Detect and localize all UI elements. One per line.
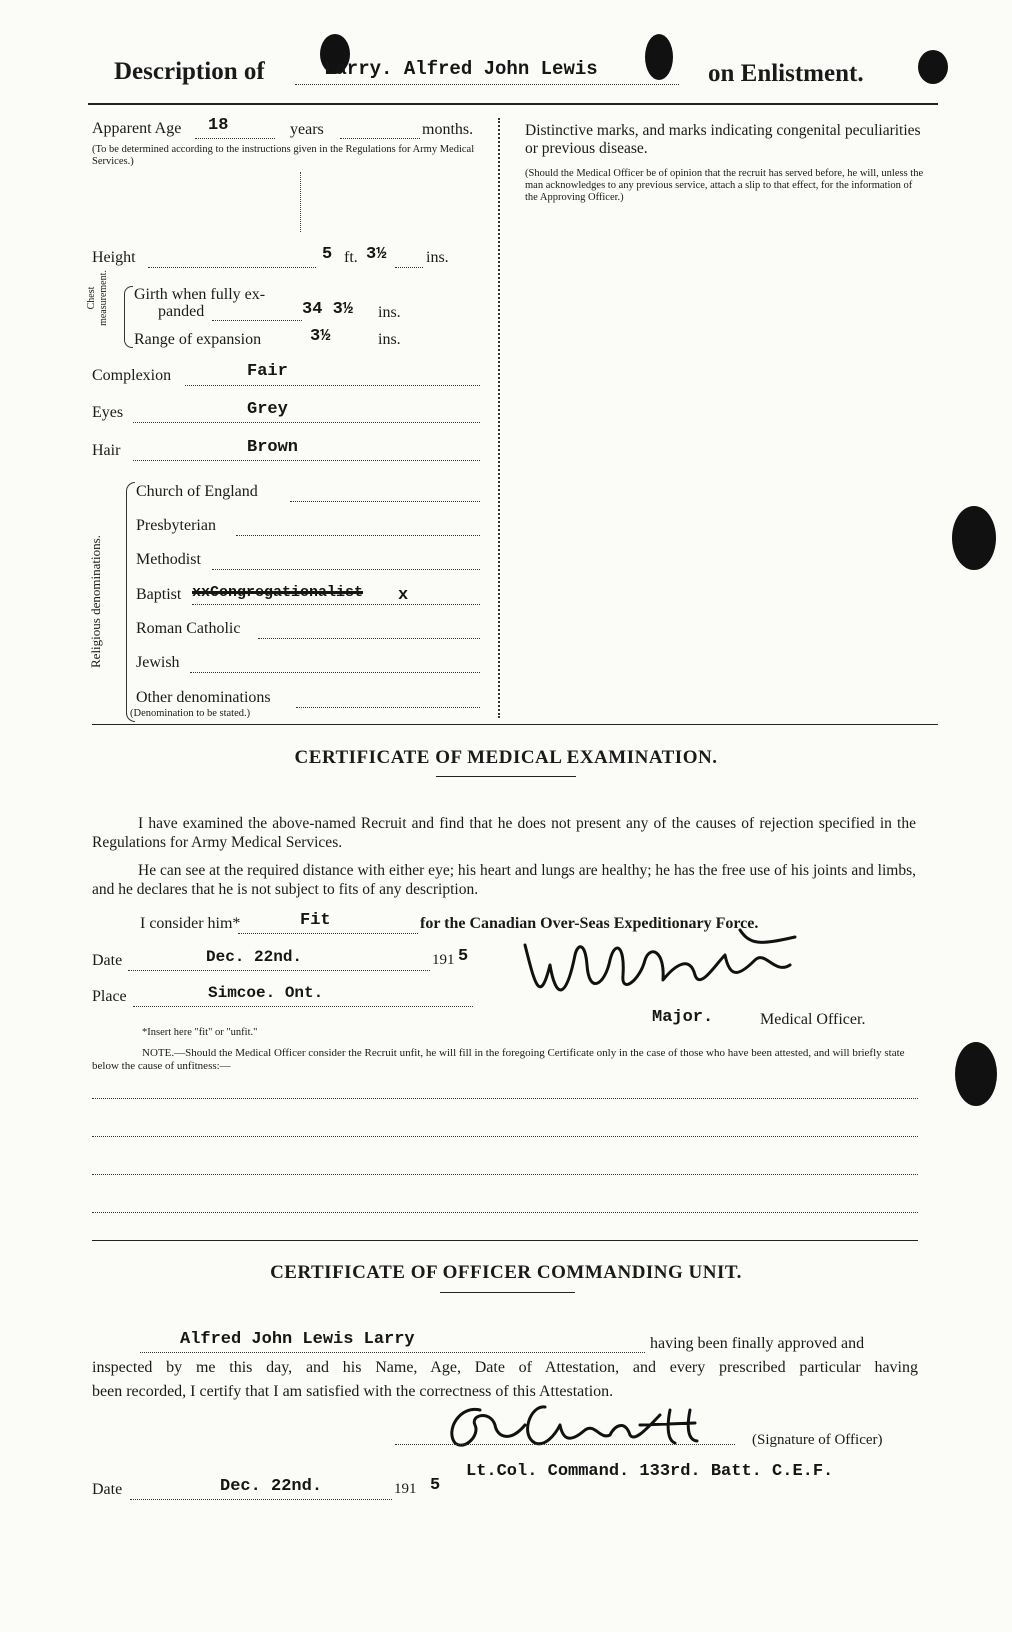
religion-methodist: Methodist xyxy=(136,551,201,568)
unfitness-line-3 xyxy=(92,1174,918,1175)
commanding-recruit-name: Alfred John Lewis Larry xyxy=(180,1330,415,1349)
recruit-name: Larry. Alfred John Lewis xyxy=(324,58,598,80)
medical-date-value: Dec. 22nd. xyxy=(206,948,303,966)
medical-year-prefix: 191 xyxy=(432,952,455,968)
religion-other: Other denominations xyxy=(136,689,271,706)
girth-unit: ins. xyxy=(378,304,401,321)
medical-officer-label: Medical Officer. xyxy=(760,1011,866,1028)
header-suffix: on Enlistment. xyxy=(708,60,864,87)
distinctive-marks-title: Distinctive marks, and marks indicating congenital peculiarities or previous disease. xyxy=(525,122,921,157)
punch-hole-middle xyxy=(952,506,996,570)
height-ft-label: ft. xyxy=(344,249,358,266)
girth-label-1: Girth when fully ex- xyxy=(134,286,266,303)
religion-baptist: Baptist xyxy=(136,586,182,603)
eyes-label: Eyes xyxy=(92,404,124,421)
consider-label: I consider him* xyxy=(140,915,241,932)
chest-group-label: Chest measurement. xyxy=(86,270,109,326)
commanding-signature-label: (Signature of Officer) xyxy=(752,1432,883,1448)
age-label: Apparent Age xyxy=(92,120,182,137)
religion-group-label: Religious denominations. xyxy=(88,535,103,668)
commanding-line-3: been recorded, I certify that I am satisfied with the correctness of this Attestation. xyxy=(92,1383,614,1400)
medical-para-1: I have examined the above-named Recruit and find that he does not present any of the causes of rejection specified in the Regulations for Army Medical Services. xyxy=(92,815,916,851)
header-rule xyxy=(88,103,938,105)
height-label: Height xyxy=(92,249,136,266)
commanding-officer-rank: Lt.Col. Command. 133rd. Batt. C.E.F. xyxy=(466,1462,834,1481)
fitness-value: Fit xyxy=(300,911,331,930)
hair-value: Brown xyxy=(247,438,299,457)
hair-label: Hair xyxy=(92,442,121,459)
religion-roman-catholic: Roman Catholic xyxy=(136,620,241,637)
commanding-officer-signature xyxy=(435,1395,755,1455)
complexion-value: Fair xyxy=(247,362,288,381)
insert-note: *Insert here "fit" or "unfit." xyxy=(142,1027,258,1038)
medical-officer-signature xyxy=(515,925,815,1015)
commanding-date-label: Date xyxy=(92,1481,123,1498)
medical-year-digit: 5 xyxy=(458,947,469,966)
commanding-date-value: Dec. 22nd. xyxy=(220,1477,323,1496)
unfitness-line-2 xyxy=(92,1136,918,1137)
punch-hole-corner xyxy=(918,50,948,84)
unfitness-line-1 xyxy=(92,1098,918,1099)
medical-para-2: He can see at the required distance with either eye; his heart and lungs are healthy; he has the free use of his joints and limbs, and he declares that he is not subject to fits of any description. xyxy=(92,862,916,898)
place-label: Place xyxy=(92,988,127,1005)
punch-hole-top-right xyxy=(645,34,673,80)
commanding-year-prefix: 191 xyxy=(394,1481,417,1497)
header-prefix: Description of xyxy=(114,58,265,85)
place-value: Simcoe. Ont. xyxy=(208,984,324,1002)
height-feet: 5 xyxy=(322,245,333,264)
girth-value: 34 3½ xyxy=(302,300,354,319)
age-value: 18 xyxy=(208,116,229,135)
commanding-line-1: having been finally approved and xyxy=(650,1335,865,1352)
unfitness-line-4 xyxy=(92,1212,918,1213)
medical-unfit-note: NOTE.—Should the Medical Officer consider the Recruit unfit, he will fill in the foregoing Certificate only in the case of those who have been attested, and will briefly state below the cause of unfitness:— xyxy=(92,1047,905,1072)
medical-date-label: Date xyxy=(92,952,123,969)
height-inches: 3½ xyxy=(366,245,387,264)
force-label: for the Canadian Over-Seas Expeditionary Force. xyxy=(420,915,759,932)
range-value: 3½ xyxy=(310,327,331,346)
religion-baptist-mark: x xyxy=(398,586,409,605)
distinctive-marks-note: (Should the Medical Officer be of opinion that the recruit has served before, he will, unless the man acknowledges to any previous service, attach a slip to that effect, for the information of the Approving Officer.) xyxy=(525,168,924,203)
range-unit: ins. xyxy=(378,331,401,348)
years-label: years xyxy=(290,121,324,138)
medical-officer-rank: Major. xyxy=(652,1008,714,1027)
religion-baptist-struck: xxCongregationalist xyxy=(192,584,364,601)
age-note: (To be determined according to the instructions given in the Regulations for Army Medical Services.) xyxy=(92,144,475,167)
medical-certificate-title: CERTIFICATE OF MEDICAL EXAMINATION. xyxy=(294,747,718,768)
commanding-certificate-title: CERTIFICATE OF OFFICER COMMANDING UNIT. xyxy=(270,1262,742,1283)
commanding-line-2: inspected by me this day, and his Name, Age, Date of Attestation, and every prescribed particular having xyxy=(92,1359,918,1376)
months-label: months. xyxy=(422,121,474,138)
height-ins-label: ins. xyxy=(426,249,449,266)
complexion-label: Complexion xyxy=(92,367,172,384)
girth-label-2: panded xyxy=(158,303,205,320)
column-divider xyxy=(498,118,500,718)
religion-other-note: (Denomination to be stated.) xyxy=(130,708,251,719)
eyes-value: Grey xyxy=(247,400,288,419)
punch-hole-lower xyxy=(955,1042,997,1106)
religion-jewish: Jewish xyxy=(136,654,180,671)
commanding-year-digit: 5 xyxy=(430,1476,441,1495)
religion-presbyterian: Presbyterian xyxy=(136,517,216,534)
range-label: Range of expansion xyxy=(134,331,262,348)
religion-church-of-england: Church of England xyxy=(136,483,258,500)
